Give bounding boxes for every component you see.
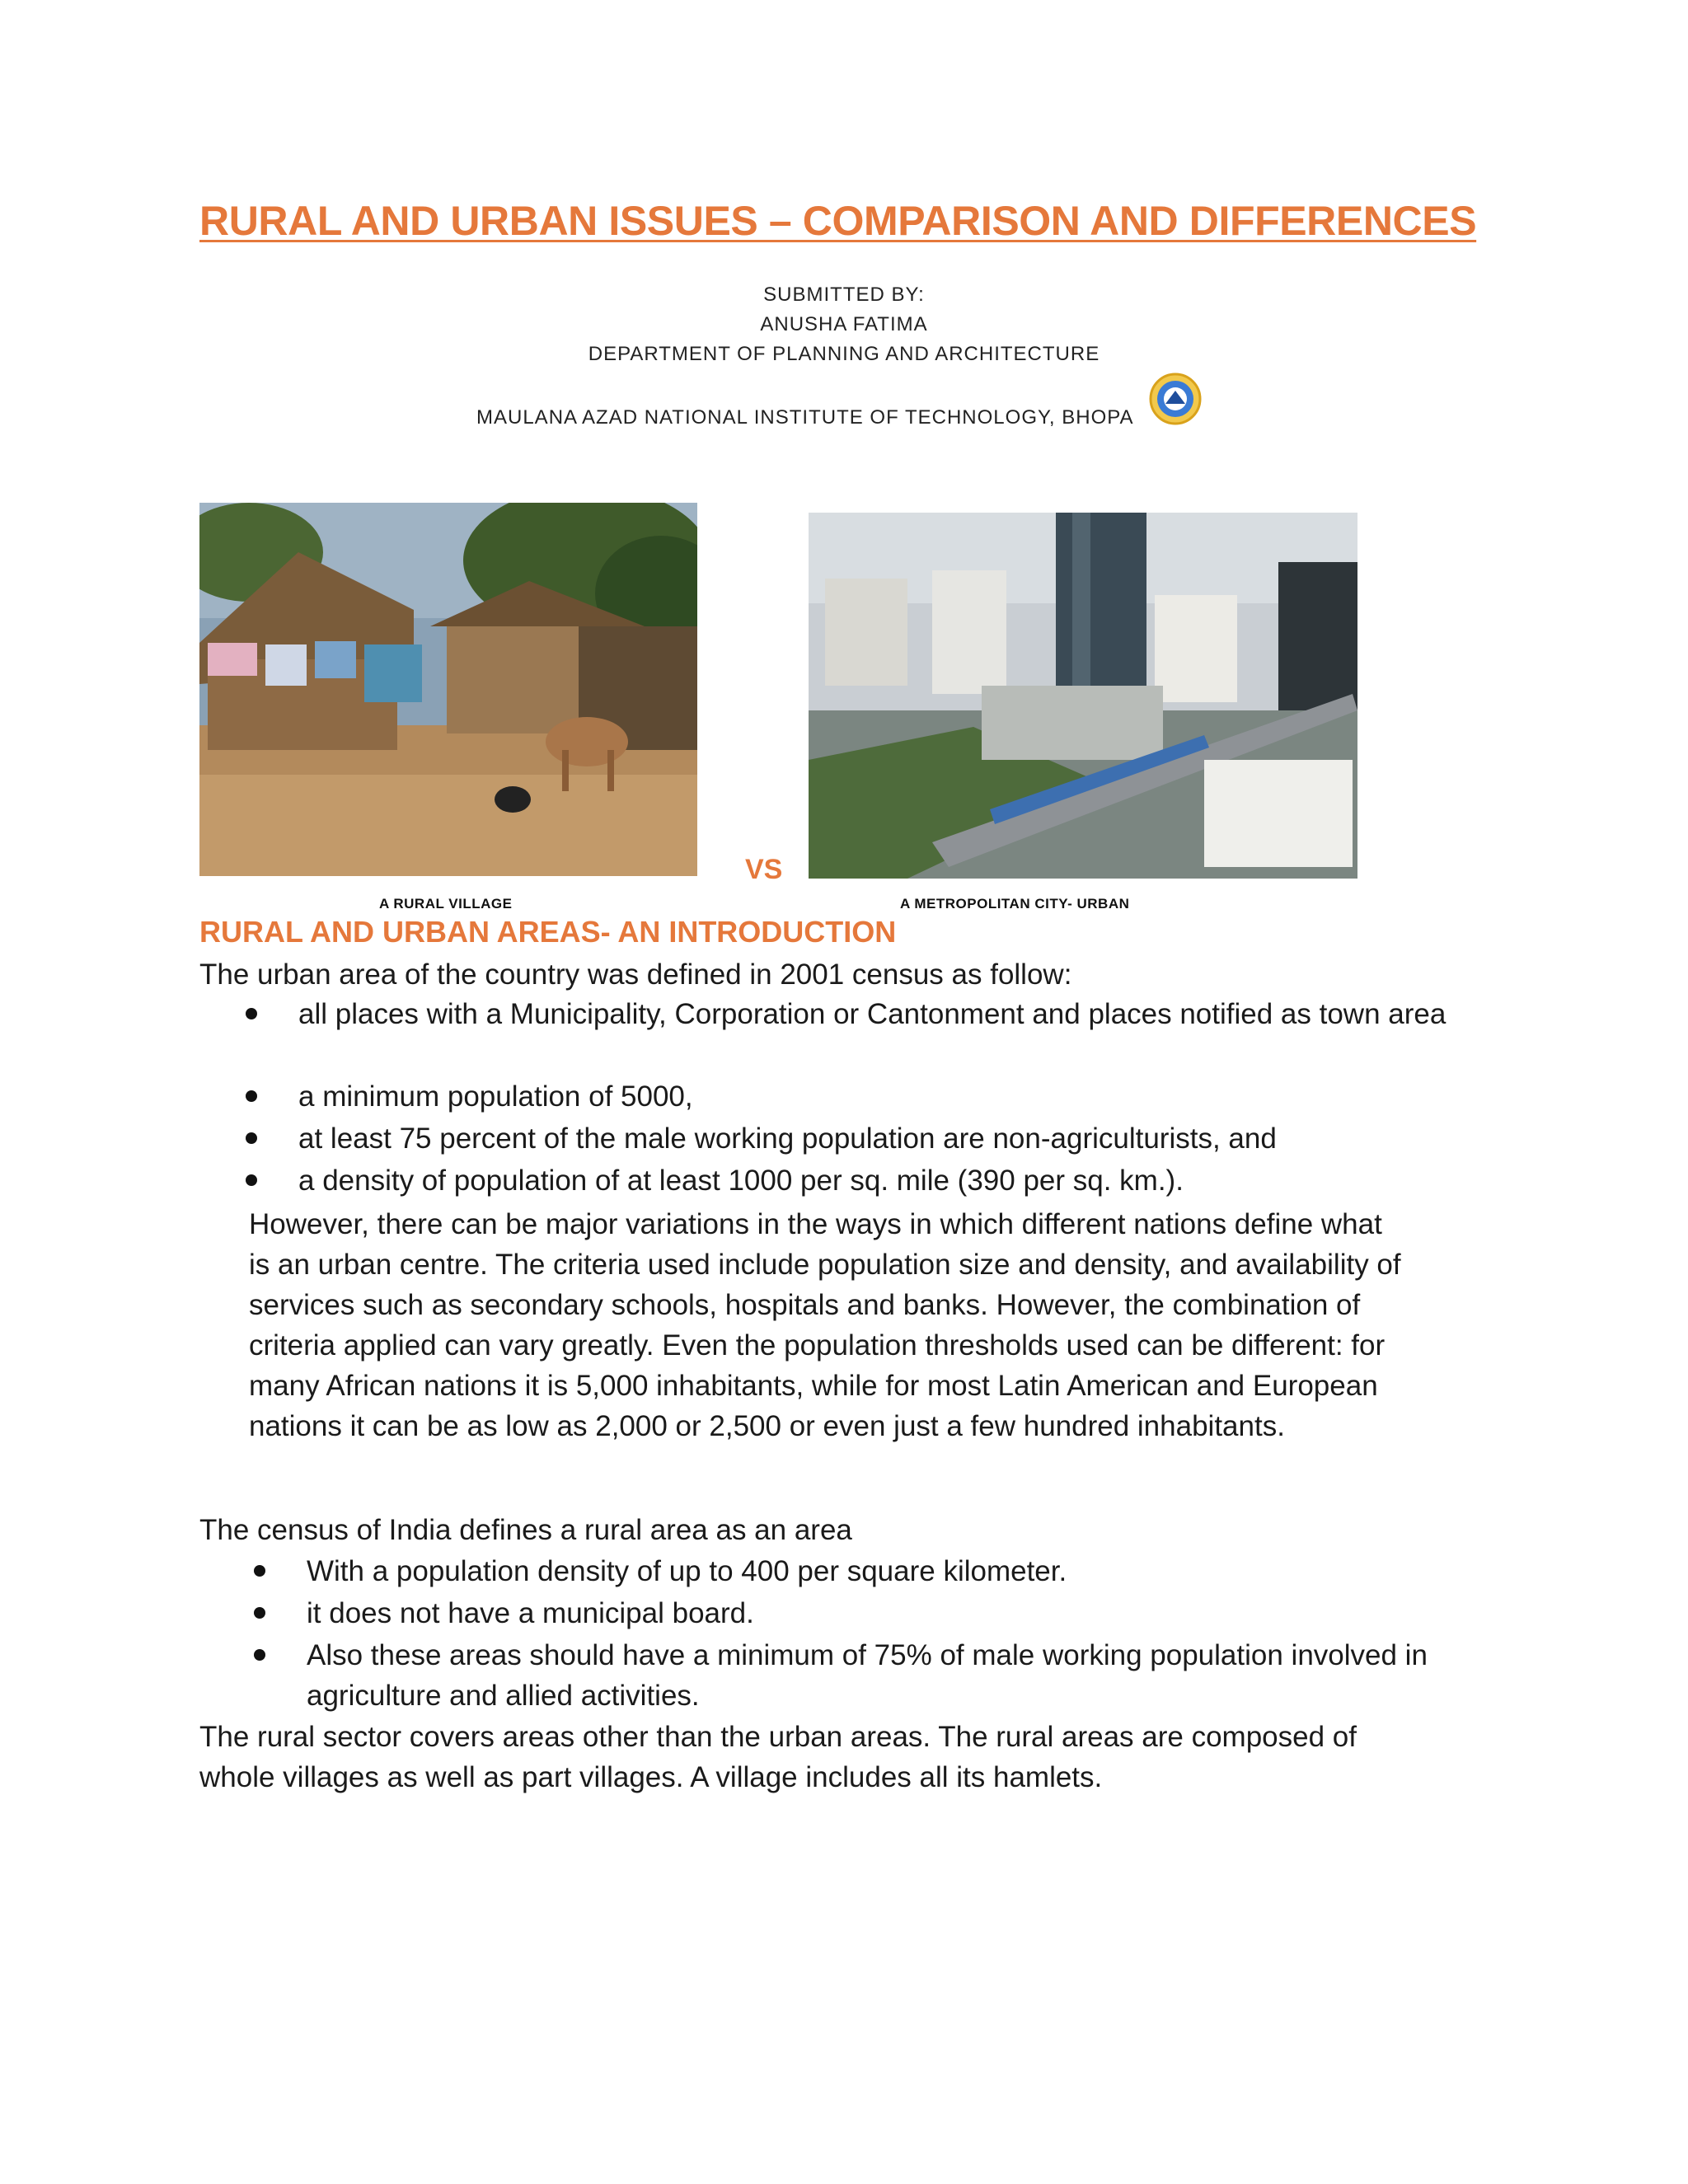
urban-criteria-list: [246, 994, 1498, 1202]
bullet-icon: [254, 1607, 265, 1619]
institute-logo: [1149, 373, 1202, 425]
submitted-by-label: SUBMITTED BY:: [763, 284, 925, 306]
metropolitan-city-photo: [809, 513, 1357, 879]
list-item: a density of population of at least 1000 per sq. mile (390 per sq. km.).: [246, 1160, 1498, 1202]
bullet-icon: [254, 1649, 265, 1661]
paragraph-line: The rural sector covers areas other than the urban areas. The rural areas are composed of: [199, 1721, 1357, 1753]
paragraph-line: many African nations it is 5,000 inhabitants, while for most Latin American and European: [249, 1370, 1378, 1402]
intro-section-heading: RURAL AND URBAN AREAS- AN INTRODUCTION: [199, 915, 897, 949]
department-name: DEPARTMENT OF PLANNING AND ARCHITECTURE: [588, 343, 1100, 365]
urban-definition-lead: The urban area of the country was defined in 2001 census as follow:: [199, 958, 1072, 991]
versus-label: VS: [745, 854, 783, 885]
list-item: it does not have a municipal board.: [254, 1593, 1507, 1635]
bullet-icon: [254, 1565, 265, 1577]
paragraph-line: nations it can be as low as 2,000 or 2,500 or even just a few hundred inhabitants.: [249, 1410, 1285, 1442]
rural-definition-lead: The census of India defines a rural area as an area: [199, 1514, 852, 1546]
list-item: Also these areas should have a minimum of 75% of male working population involved in agriculture and allied activities.: [254, 1635, 1507, 1718]
bullet-icon: [246, 1132, 257, 1144]
document-title: RURAL AND URBAN ISSUES – COMPARISON AND DIFFERENCES: [199, 198, 1477, 244]
urban-city-caption: A METROPOLITAN CITY- URBAN: [900, 896, 1130, 912]
paragraph-line: is an urban centre. The criteria used include population size and density, and availability of: [249, 1249, 1401, 1281]
rural-village-caption: A RURAL VILLAGE: [379, 896, 513, 912]
list-item: a minimum population of 5000,: [246, 1076, 1498, 1118]
author-name: ANUSHA FATIMA: [760, 313, 928, 335]
paragraph-line: criteria applied can vary greatly. Even the population thresholds used can be different: for: [249, 1329, 1386, 1361]
paragraph-line: whole villages as well as part villages. A village includes all its hamlets.: [199, 1761, 1103, 1793]
bullet-icon: [246, 1174, 257, 1186]
list-item: at least 75 percent of the male working population are non-agriculturists, and: [246, 1118, 1498, 1160]
urban-variation-paragraph: [249, 1204, 1477, 1446]
institute-name: MAULANA AZAD NATIONAL INSTITUTE OF TECHNOLOGY, BHOPA: [476, 406, 1134, 429]
bullet-icon: [246, 1008, 257, 1019]
paragraph-line: services such as secondary schools, hospitals and banks. However, the combination of: [249, 1289, 1361, 1321]
rural-criteria-list: [254, 1551, 1507, 1718]
list-item: With a population density of up to 400 per square kilometer.: [254, 1551, 1507, 1593]
paragraph-line: However, there can be major variations in the ways in which different nations define what: [249, 1208, 1382, 1240]
rural-sector-paragraph: [199, 1717, 1357, 1797]
rural-village-photo: [199, 503, 697, 876]
bullet-icon: [246, 1090, 257, 1102]
list-item: all places with a Municipality, Corporation or Cantonment and places notified as town area: [246, 994, 1498, 1076]
